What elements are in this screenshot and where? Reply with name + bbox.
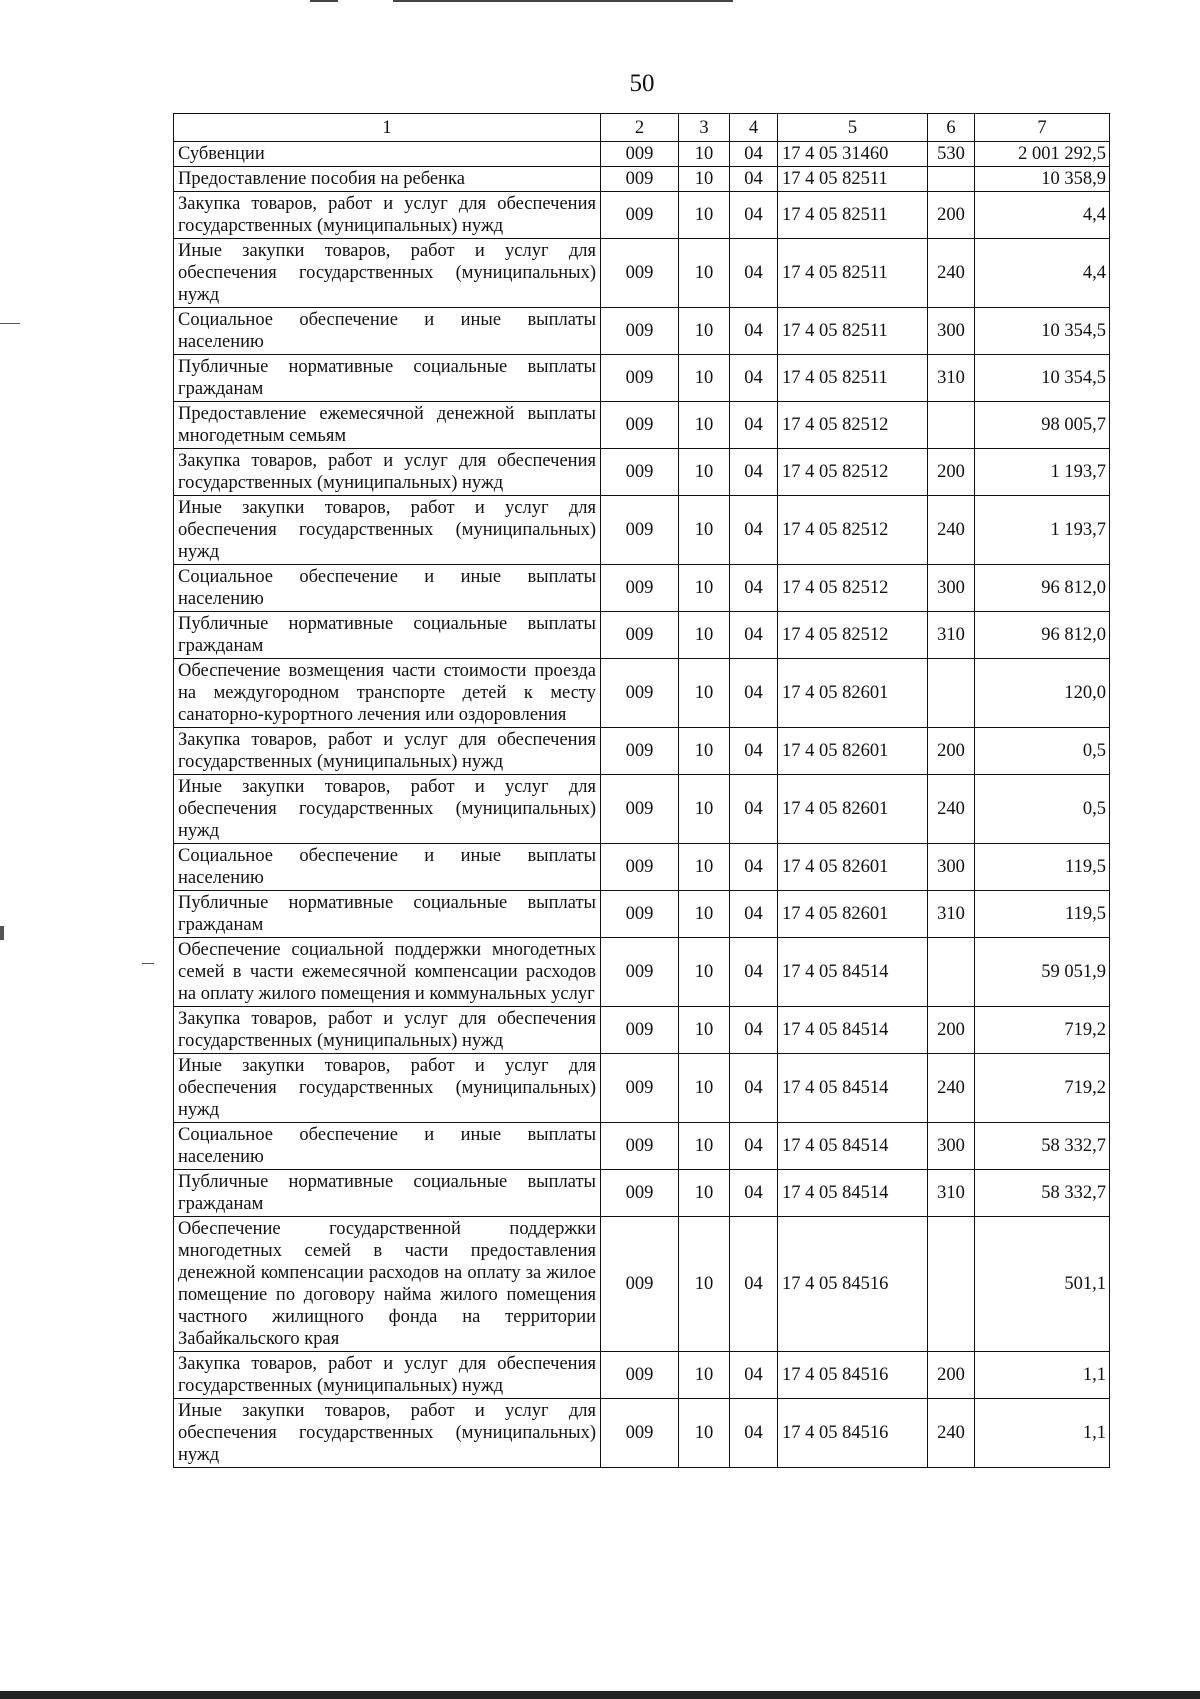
cell-expense-type: [928, 402, 975, 449]
column-header: 1: [174, 114, 601, 142]
cell-target-article: 17 4 05 82511: [778, 308, 928, 355]
table-row: [174, 938, 1110, 1007]
cell-target-article: 17 4 05 82512: [778, 496, 928, 565]
cell-amount: 1,1: [975, 1399, 1110, 1468]
cell-expense-type: 300: [928, 844, 975, 891]
cell-amount: 2 001 292,5: [975, 142, 1110, 167]
cell-admin-code: 009: [601, 449, 679, 496]
cell-target-article: 17 4 05 82601: [778, 728, 928, 775]
cell-section: 10: [679, 844, 730, 891]
cell-section: 10: [679, 728, 730, 775]
cell-admin-code: 009: [601, 1399, 679, 1468]
cell-target-article: 17 4 05 82601: [778, 659, 928, 728]
cell-target-article: 17 4 05 84514: [778, 1123, 928, 1170]
cell-admin-code: 009: [601, 1217, 679, 1352]
cell-amount: 96 812,0: [975, 565, 1110, 612]
cell-section: 10: [679, 1007, 730, 1054]
cell-subsection: 04: [730, 142, 778, 167]
table-row: [174, 844, 1110, 891]
table-row: [174, 192, 1110, 239]
cell-target-article: 17 4 05 82511: [778, 192, 928, 239]
cell-amount: 58 332,7: [975, 1123, 1110, 1170]
table-row: [174, 239, 1110, 308]
table-row: [174, 1399, 1110, 1468]
cell-name: Предоставление ежемесячной денежной выплаты многодетным семьям: [174, 402, 601, 449]
cell-amount: 4,4: [975, 239, 1110, 308]
cell-section: 10: [679, 612, 730, 659]
cell-subsection: 04: [730, 1123, 778, 1170]
cell-expense-type: 240: [928, 496, 975, 565]
cell-target-article: 17 4 05 84516: [778, 1217, 928, 1352]
table-row: [174, 402, 1110, 449]
cell-subsection: 04: [730, 1399, 778, 1468]
cell-section: 10: [679, 449, 730, 496]
cell-subsection: 04: [730, 1217, 778, 1352]
cell-name: Обеспечение государственной поддержки многодетных семей в части предоставления денежной компенсации расходов на оплату за жилое помещение по договору найма жилого помещения частного жилищного фонда на территории Забайкальского края: [174, 1217, 601, 1352]
table-row: [174, 1170, 1110, 1217]
cell-section: 10: [679, 891, 730, 938]
cell-admin-code: 009: [601, 891, 679, 938]
cell-amount: 10 358,9: [975, 167, 1110, 192]
cell-amount: 4,4: [975, 192, 1110, 239]
cell-target-article: 17 4 05 82601: [778, 844, 928, 891]
cell-section: 10: [679, 239, 730, 308]
cell-name: Иные закупки товаров, работ и услуг для обеспечения государственных (муниципальных) нужд: [174, 239, 601, 308]
cell-subsection: 04: [730, 612, 778, 659]
cell-section: 10: [679, 1123, 730, 1170]
cell-name: Публичные нормативные социальные выплаты гражданам: [174, 355, 601, 402]
cell-subsection: 04: [730, 449, 778, 496]
cell-name: Публичные нормативные социальные выплаты гражданам: [174, 612, 601, 659]
cell-admin-code: 009: [601, 308, 679, 355]
column-header: 7: [975, 114, 1110, 142]
cell-expense-type: 240: [928, 239, 975, 308]
cell-section: 10: [679, 192, 730, 239]
cell-name: Субвенции: [174, 142, 601, 167]
cell-admin-code: 009: [601, 1170, 679, 1217]
cell-subsection: 04: [730, 891, 778, 938]
cell-expense-type: 530: [928, 142, 975, 167]
cell-expense-type: 200: [928, 1007, 975, 1054]
cell-amount: 1 193,7: [975, 449, 1110, 496]
cell-name: Социальное обеспечение и иные выплаты населению: [174, 844, 601, 891]
cell-subsection: 04: [730, 565, 778, 612]
cell-name: Закупка товаров, работ и услуг для обеспечения государственных (муниципальных) нужд: [174, 449, 601, 496]
cell-amount: 59 051,9: [975, 938, 1110, 1007]
cell-name: Иные закупки товаров, работ и услуг для обеспечения государственных (муниципальных) нужд: [174, 775, 601, 844]
cell-admin-code: 009: [601, 239, 679, 308]
cell-expense-type: 200: [928, 449, 975, 496]
cell-amount: 719,2: [975, 1054, 1110, 1123]
cell-subsection: 04: [730, 659, 778, 728]
cell-subsection: 04: [730, 1352, 778, 1399]
cell-subsection: 04: [730, 239, 778, 308]
cell-admin-code: 009: [601, 938, 679, 1007]
cell-admin-code: 009: [601, 775, 679, 844]
cell-name: Социальное обеспечение и иные выплаты населению: [174, 565, 601, 612]
cell-subsection: 04: [730, 308, 778, 355]
cell-amount: 1,1: [975, 1352, 1110, 1399]
cell-name: Закупка товаров, работ и услуг для обеспечения государственных (муниципальных) нужд: [174, 1352, 601, 1399]
cell-expense-type: [928, 167, 975, 192]
cell-subsection: 04: [730, 775, 778, 844]
column-header: 6: [928, 114, 975, 142]
table-row: [174, 1352, 1110, 1399]
budget-table: [173, 113, 1110, 1468]
cell-expense-type: 240: [928, 775, 975, 844]
cell-amount: 119,5: [975, 844, 1110, 891]
cell-subsection: 04: [730, 938, 778, 1007]
table-row: [174, 1123, 1110, 1170]
cell-target-article: 17 4 05 82512: [778, 402, 928, 449]
cell-expense-type: 310: [928, 612, 975, 659]
cell-target-article: 17 4 05 84516: [778, 1399, 928, 1468]
table-row: [174, 565, 1110, 612]
table-row: [174, 167, 1110, 192]
cell-target-article: 17 4 05 82511: [778, 167, 928, 192]
table-row: [174, 142, 1110, 167]
cell-expense-type: 310: [928, 355, 975, 402]
scan-artifact-line: [393, 0, 733, 2]
cell-section: 10: [679, 402, 730, 449]
cell-section: 10: [679, 565, 730, 612]
cell-expense-type: 200: [928, 728, 975, 775]
cell-admin-code: 009: [601, 192, 679, 239]
cell-name: Иные закупки товаров, работ и услуг для обеспечения государственных (муниципальных) нужд: [174, 1054, 601, 1123]
cell-name: Предоставление пособия на ребенка: [174, 167, 601, 192]
cell-section: 10: [679, 496, 730, 565]
table-row: [174, 1054, 1110, 1123]
cell-section: 10: [679, 142, 730, 167]
cell-admin-code: 009: [601, 355, 679, 402]
cell-target-article: 17 4 05 82511: [778, 239, 928, 308]
cell-name: Иные закупки товаров, работ и услуг для обеспечения государственных (муниципальных) нужд: [174, 1399, 601, 1468]
cell-subsection: 04: [730, 728, 778, 775]
cell-name: Социальное обеспечение и иные выплаты населению: [174, 308, 601, 355]
cell-subsection: 04: [730, 167, 778, 192]
cell-expense-type: [928, 1217, 975, 1352]
cell-expense-type: [928, 659, 975, 728]
cell-admin-code: 009: [601, 844, 679, 891]
margin-tick: [0, 926, 4, 940]
cell-expense-type: 300: [928, 308, 975, 355]
cell-subsection: 04: [730, 192, 778, 239]
cell-admin-code: 009: [601, 1352, 679, 1399]
cell-section: 10: [679, 1217, 730, 1352]
cell-section: 10: [679, 1170, 730, 1217]
cell-admin-code: 009: [601, 496, 679, 565]
cell-target-article: 17 4 05 82601: [778, 775, 928, 844]
cell-expense-type: 240: [928, 1399, 975, 1468]
cell-name: Публичные нормативные социальные выплаты гражданам: [174, 1170, 601, 1217]
table-row: [174, 449, 1110, 496]
cell-subsection: 04: [730, 1170, 778, 1217]
cell-expense-type: 300: [928, 565, 975, 612]
table-header-row: [174, 114, 1110, 142]
cell-amount: 0,5: [975, 728, 1110, 775]
scan-artifact-line: [310, 0, 338, 2]
cell-amount: 0,5: [975, 775, 1110, 844]
cell-subsection: 04: [730, 402, 778, 449]
cell-target-article: 17 4 05 82512: [778, 565, 928, 612]
cell-amount: 719,2: [975, 1007, 1110, 1054]
column-header: 2: [601, 114, 679, 142]
cell-admin-code: 009: [601, 1123, 679, 1170]
scan-bottom-edge: [0, 1691, 1200, 1699]
cell-target-article: 17 4 05 31460: [778, 142, 928, 167]
cell-amount: 1 193,7: [975, 496, 1110, 565]
cell-admin-code: 009: [601, 612, 679, 659]
cell-amount: 119,5: [975, 891, 1110, 938]
cell-target-article: 17 4 05 84514: [778, 1170, 928, 1217]
cell-section: 10: [679, 308, 730, 355]
cell-name: Обеспечение возмещения части стоимости проезда на междугородном транспорте детей к месту санаторно-курортного лечения или оздоровления: [174, 659, 601, 728]
cell-amount: 58 332,7: [975, 1170, 1110, 1217]
cell-section: 10: [679, 1399, 730, 1468]
cell-amount: 120,0: [975, 659, 1110, 728]
cell-target-article: 17 4 05 82511: [778, 355, 928, 402]
cell-amount: 501,1: [975, 1217, 1110, 1352]
cell-name: Иные закупки товаров, работ и услуг для обеспечения государственных (муниципальных) нужд: [174, 496, 601, 565]
cell-admin-code: 009: [601, 728, 679, 775]
cell-admin-code: 009: [601, 1054, 679, 1123]
table-row: [174, 308, 1110, 355]
cell-amount: 96 812,0: [975, 612, 1110, 659]
cell-section: 10: [679, 775, 730, 844]
cell-admin-code: 009: [601, 402, 679, 449]
cell-admin-code: 009: [601, 142, 679, 167]
cell-admin-code: 009: [601, 167, 679, 192]
cell-section: 10: [679, 938, 730, 1007]
cell-expense-type: 200: [928, 192, 975, 239]
table-row: [174, 496, 1110, 565]
table-row: [174, 891, 1110, 938]
column-header: 5: [778, 114, 928, 142]
cell-amount: 10 354,5: [975, 355, 1110, 402]
cell-section: 10: [679, 1054, 730, 1123]
cell-target-article: 17 4 05 82512: [778, 612, 928, 659]
cell-target-article: 17 4 05 84516: [778, 1352, 928, 1399]
cell-section: 10: [679, 659, 730, 728]
cell-expense-type: [928, 938, 975, 1007]
cell-target-article: 17 4 05 84514: [778, 938, 928, 1007]
cell-subsection: 04: [730, 1007, 778, 1054]
cell-section: 10: [679, 355, 730, 402]
cell-name: Социальное обеспечение и иные выплаты населению: [174, 1123, 601, 1170]
cell-section: 10: [679, 1352, 730, 1399]
cell-target-article: 17 4 05 84514: [778, 1054, 928, 1123]
cell-name: Обеспечение социальной поддержки многодетных семей в части ежемесячной компенсации расходов на оплату жилого помещения и коммунальных услуг: [174, 938, 601, 1007]
cell-expense-type: 310: [928, 1170, 975, 1217]
cell-subsection: 04: [730, 496, 778, 565]
cell-amount: 98 005,7: [975, 402, 1110, 449]
page-number: 50: [629, 70, 655, 97]
cell-target-article: 17 4 05 84514: [778, 1007, 928, 1054]
margin-tick: [0, 323, 20, 324]
cell-name: Закупка товаров, работ и услуг для обеспечения государственных (муниципальных) нужд: [174, 728, 601, 775]
column-header: 4: [730, 114, 778, 142]
table-row: [174, 612, 1110, 659]
margin-tick: [142, 963, 154, 964]
table-row: [174, 1217, 1110, 1352]
cell-section: 10: [679, 167, 730, 192]
cell-name: Закупка товаров, работ и услуг для обеспечения государственных (муниципальных) нужд: [174, 192, 601, 239]
column-header: 3: [679, 114, 730, 142]
cell-amount: 10 354,5: [975, 308, 1110, 355]
cell-expense-type: 300: [928, 1123, 975, 1170]
cell-expense-type: 310: [928, 891, 975, 938]
cell-admin-code: 009: [601, 1007, 679, 1054]
cell-subsection: 04: [730, 844, 778, 891]
table-row: [174, 1007, 1110, 1054]
table-row: [174, 728, 1110, 775]
cell-target-article: 17 4 05 82601: [778, 891, 928, 938]
cell-subsection: 04: [730, 355, 778, 402]
cell-admin-code: 009: [601, 659, 679, 728]
cell-expense-type: 240: [928, 1054, 975, 1123]
table-row: [174, 775, 1110, 844]
table-row: [174, 659, 1110, 728]
cell-expense-type: 200: [928, 1352, 975, 1399]
cell-target-article: 17 4 05 82512: [778, 449, 928, 496]
cell-subsection: 04: [730, 1054, 778, 1123]
cell-name: Закупка товаров, работ и услуг для обеспечения государственных (муниципальных) нужд: [174, 1007, 601, 1054]
cell-name: Публичные нормативные социальные выплаты гражданам: [174, 891, 601, 938]
table-row: [174, 355, 1110, 402]
cell-admin-code: 009: [601, 565, 679, 612]
